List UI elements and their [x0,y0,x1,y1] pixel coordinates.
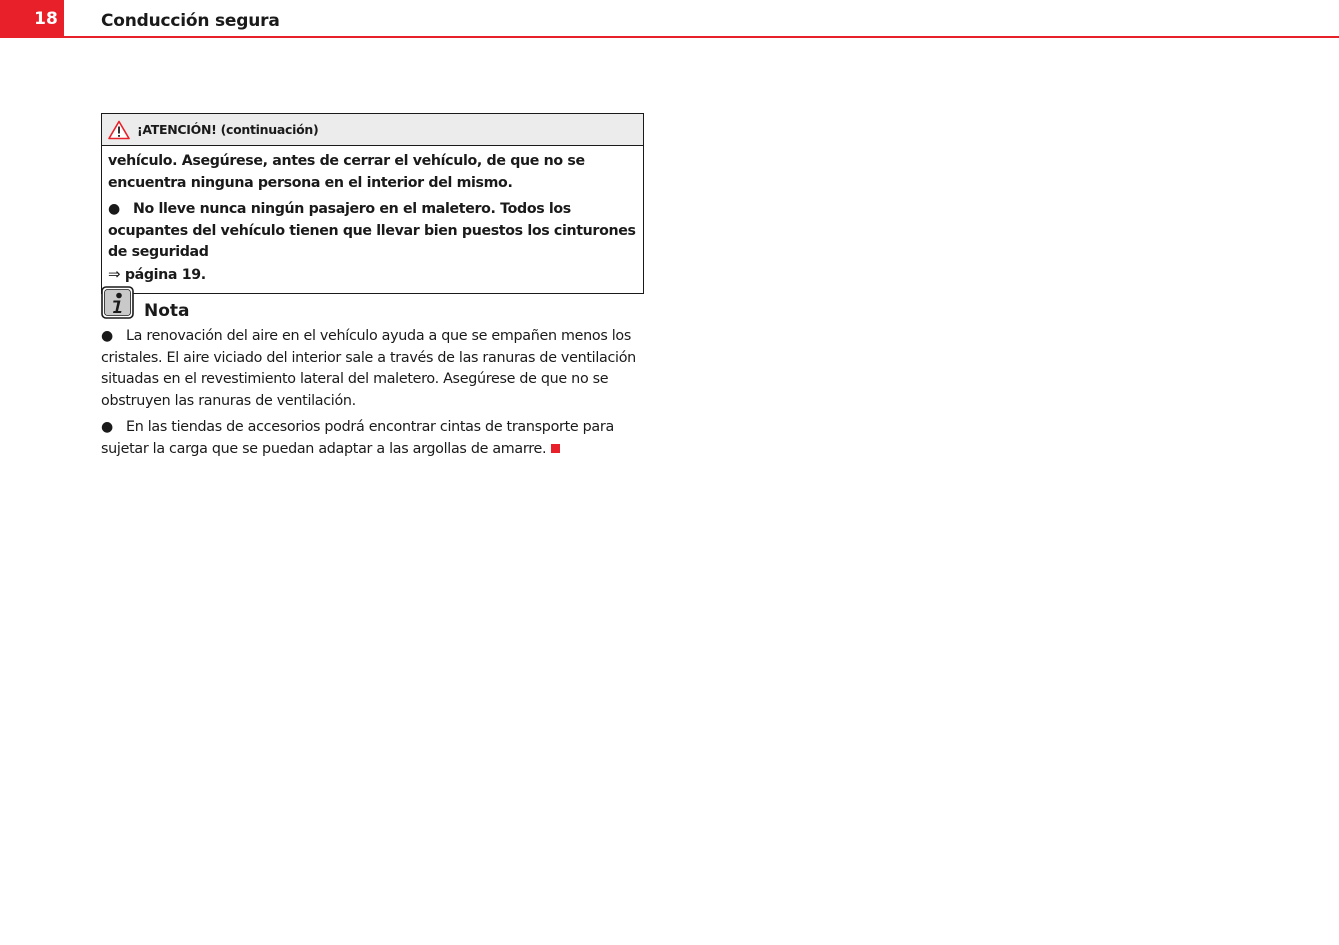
warning-body [102,146,643,293]
note-header [101,286,190,319]
reference-arrow-icon: ⇒ [108,264,121,283]
bullet-icon: ● [101,328,113,344]
note-item-text: La renovación del aire en el vehículo ayuda a que se empañen menos los cristales. El aire viciado del interior sale a través de las ranuras de ventilación situadas en el revestimiento lateral del maletero. Asegúrese de que no se obstruyen las ranuras de ventilación. [101,328,636,409]
page-number [0,0,64,38]
warning-bullet-text: No lleve nunca ningún pasajero en el maletero. Todos los ocupantes del vehículo tienen que llevar bien puestos los cinturones de seguridad [108,201,636,260]
header-rule [64,36,1339,38]
info-icon [101,286,134,319]
warning-paragraph: vehículo. Asegúrese, antes de cerrar el vehículo, de que no se encuentra ninguna persona en el interior del mismo. [108,153,585,191]
note-item [101,417,646,460]
page-reference-link[interactable]: página 19. [124,266,206,283]
note-item [101,326,646,412]
page-header-title: Conducción segura [101,11,280,31]
note-title: Nota [144,301,190,321]
warning-bullet-item [108,199,637,286]
warning-header [102,114,643,146]
warning-title: ¡ATENCIÓN! (continuación) [137,122,319,137]
note-item-text: En las tiendas de accesorios podrá encontrar cintas de transporte para sujetar la carga que se puedan adaptar a las argollas de amarre. [101,419,614,457]
end-of-section-icon [551,444,560,453]
warning-triangle-icon [108,120,130,140]
bullet-icon: ● [108,201,120,217]
note-body [101,326,646,465]
bullet-icon: ● [101,419,113,435]
warning-box [101,113,644,294]
page-number-text: 18 [34,9,58,29]
